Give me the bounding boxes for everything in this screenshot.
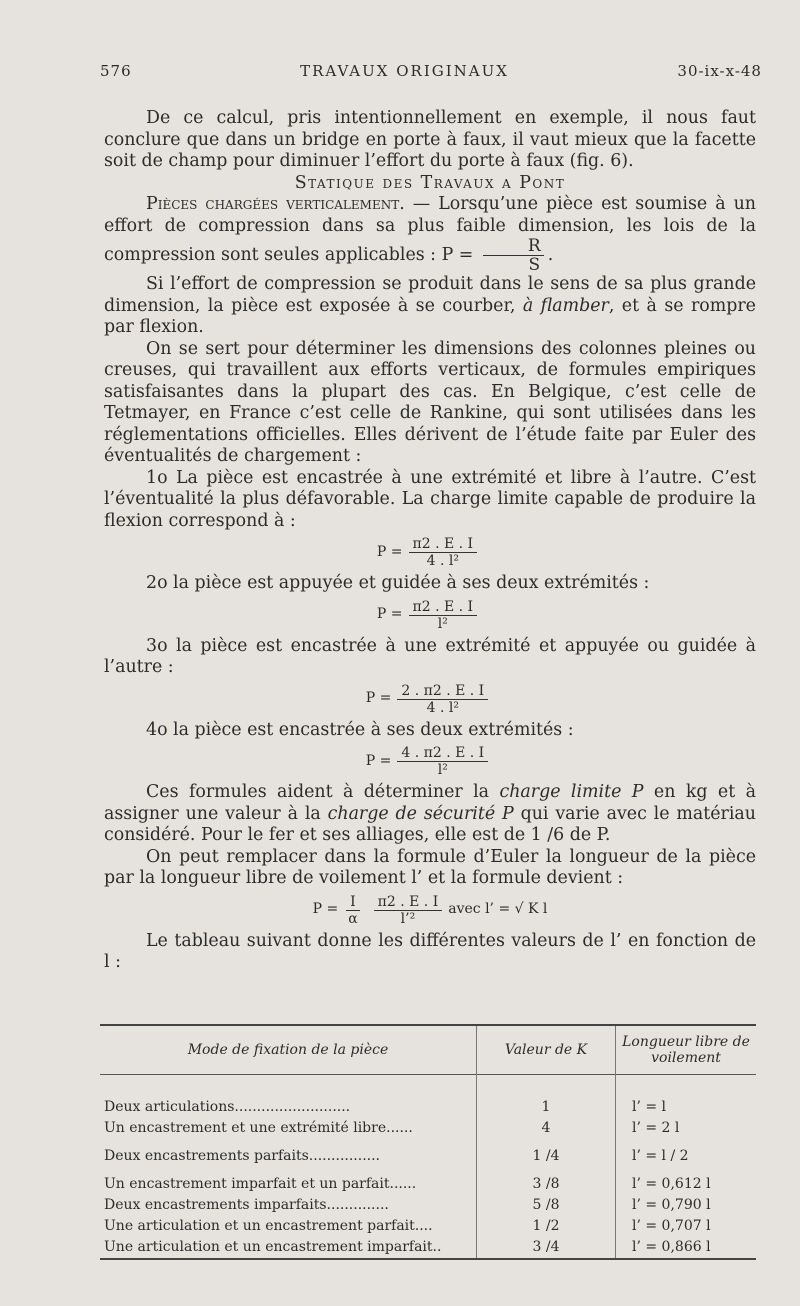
table-cell-mode: Un encastrement imparfait et un parfait...... <box>104 1176 417 1192</box>
table-cell-length: l’ = 0,707 l <box>632 1218 711 1234</box>
issue-date: 30-ix-x-48 <box>677 62 762 80</box>
table-cell-length: l’ = 2 l <box>632 1120 680 1136</box>
formula-denominator: l’² <box>400 910 416 927</box>
table-cell-k: 1 /4 <box>477 1139 616 1174</box>
table-row <box>100 1195 756 1216</box>
formula-1 <box>104 536 756 569</box>
table-cell-length: l’ = l <box>632 1099 667 1115</box>
paragraph-free-length: On peut remplacer dans la formule d’Euler la longueur de la pièce par la longueur libre de voilement l’ et la formule devient : <box>104 846 756 888</box>
formula-numerator: 2 . π2 . E . I <box>397 683 488 700</box>
formula-lhs: P = <box>312 901 339 918</box>
section-heading: Statique des Travaux a Pont <box>294 172 566 193</box>
table-spacer <box>100 1075 756 1098</box>
paragraph-text: — Lorsqu’une pièce est soumise à un effort de compression dans sa plus faible dimension, les lois de la compression sont seules applicables : P = <box>104 194 756 265</box>
text-run: qui varie avec le matériau considéré. Pour le fer et ses alliages, elle est de 1 /6 de P. <box>104 803 756 845</box>
formula-fraction <box>397 683 488 716</box>
column-header: Mode de fixation de la pièce <box>187 1042 389 1058</box>
table-cell-mode: Une articulation et un encastrement parfait.... <box>104 1218 433 1234</box>
formula-numerator: π2 . E . I <box>409 599 478 616</box>
formula-fraction <box>374 894 443 927</box>
formula-lhs: P = <box>365 752 392 769</box>
table-cell-length: l’ = 0,790 l <box>632 1197 711 1213</box>
formula-5 <box>104 894 756 927</box>
table-cell-length: l’ = 0,866 l <box>616 1237 757 1259</box>
paragraph-lead: Pièces chargées verticalement. <box>146 194 405 214</box>
fraction-r-over-s <box>483 237 544 274</box>
text-run: en kg et à assigner une valeur à la <box>104 782 756 824</box>
table-cell-mode: Une articulation et un encastrement imparfait.. <box>100 1237 477 1259</box>
formula-lhs: P = <box>376 606 403 623</box>
formula-4 <box>104 745 756 778</box>
formula-3 <box>104 683 756 716</box>
formula-lhs: P = <box>365 690 392 707</box>
table-cell-mode: Deux encastrements imparfaits.............. <box>104 1197 389 1213</box>
article-body <box>104 108 756 974</box>
paragraph-vertical-loads: Pièces chargées verticalement. — Lorsqu’une pièce est soumise à un effort de compression dans sa plus faible dimension, les lois de la compression sont seules applicables : P = $\frac{R}{S}$ . <box>104 194 756 275</box>
text-run: , et à se rompre par flexion. <box>104 295 756 337</box>
table-cell-mode: Deux encastrements parfaits................ <box>104 1148 381 1164</box>
case-1: 1o La pièce est encastrée à une extrémité et libre à l’autre. C’est l’éventualité la plus défavorable. La charge limite capable de produire la flexion correspond à : <box>104 467 756 531</box>
formula-numerator: 4 . π2 . E . I <box>397 745 488 762</box>
fraction-numerator: R <box>483 237 544 256</box>
formula-denominator: l² <box>437 615 448 632</box>
formula-2 <box>104 599 756 632</box>
case-2: 2o la pièce est appuyée et guidée à ses deux extrémités : <box>146 573 650 593</box>
formula-denominator: 4 . l² <box>426 553 459 569</box>
intro-paragraph: De ce calcul, pris intentionnellement en exemple, il nous faut conclure que dans un bridge en porte à faux, il vaut mieux que la facette soit de champ pour diminuer l’effort du porte à faux (fig. 6). <box>104 108 756 171</box>
formula-fraction <box>409 536 478 569</box>
table-cell-length: l’ = 0,612 l <box>632 1176 711 1192</box>
column-header: Longueur libre de voilement <box>622 1034 750 1066</box>
table-row <box>100 1216 756 1237</box>
table-row <box>100 1097 756 1118</box>
table-row <box>100 1174 756 1195</box>
paragraph-formulas-intro: On se sert pour déterminer les dimensions des colonnes pleines ou creuses, qui travaillent aux efforts verticaux, de formules empiriques satisfaisantes dans la plupart des cas. En Belgique, c’est celle de Tetmayer, en France c’est celle de Rankine, qui sont utilisées dans les réglementations officielles. Elles dérivent de l’étude faite par Euler des éventualités de chargement : <box>104 338 756 466</box>
formula-fraction <box>397 745 488 778</box>
table-cell-k: 3 /8 <box>477 1174 616 1195</box>
formula-denominator: α <box>348 910 358 927</box>
formula-denominator: l² <box>437 762 448 778</box>
table-row <box>100 1237 756 1259</box>
table-cell-k: 1 <box>477 1097 616 1118</box>
formula-fraction <box>409 599 478 632</box>
running-header <box>100 62 762 80</box>
fixation-table <box>100 1024 756 1260</box>
formula-fraction <box>344 894 361 927</box>
text-run: Si l’effort de compression se produit dans le sens de sa plus grande dimension, la pièce est exposée à se courber, <box>104 274 756 316</box>
italic-term: charge de sécurité P <box>327 803 514 824</box>
table-cell-k: 5 /8 <box>477 1195 616 1216</box>
italic-term: charge limite P <box>499 782 644 802</box>
formula-denominator: 4 . l² <box>426 699 459 716</box>
table-row <box>100 1139 756 1174</box>
journal-title: TRAVAUX ORIGINAUX <box>300 62 509 80</box>
table-cell-k: 4 <box>477 1118 616 1139</box>
paragraph-loads <box>104 782 756 847</box>
table-cell-k: 1 /2 <box>477 1216 616 1237</box>
paragraph-buckling <box>104 274 756 339</box>
table-cell-length: l’ = l / 2 <box>632 1148 689 1164</box>
case-3: 3o la pièce est encastrée à une extrémité et appuyée ou guidée à l’autre : <box>104 635 756 677</box>
column-header: Valeur de K <box>477 1025 616 1075</box>
formula-numerator: π2 . E . I <box>374 894 443 911</box>
formula-numerator: I <box>346 894 360 911</box>
formula-lhs: P = <box>376 543 403 560</box>
page-number: 576 <box>100 62 132 80</box>
paragraph-table-intro: Le tableau suivant donne les différentes valeurs de l’ en fonction de l : <box>104 930 756 972</box>
text-run: Ces formules aident à déterminer la <box>146 782 500 802</box>
table-header-row <box>100 1025 756 1075</box>
italic-term: à flamber <box>522 295 609 316</box>
table-row <box>100 1118 756 1139</box>
table-cell-k: 3 /4 <box>477 1237 616 1259</box>
fraction-denominator: S <box>528 255 541 275</box>
formula-numerator: π2 . E . I <box>409 536 478 553</box>
formula-tail: avec l’ = √ K l <box>448 901 548 918</box>
table-cell-mode: Un encastrement et une extrémité libre...... <box>104 1120 413 1136</box>
case-4: 4o la pièce est encastrée à ses deux extrémités : <box>146 719 574 740</box>
table-cell-mode: Deux articulations.......................... <box>104 1099 351 1115</box>
